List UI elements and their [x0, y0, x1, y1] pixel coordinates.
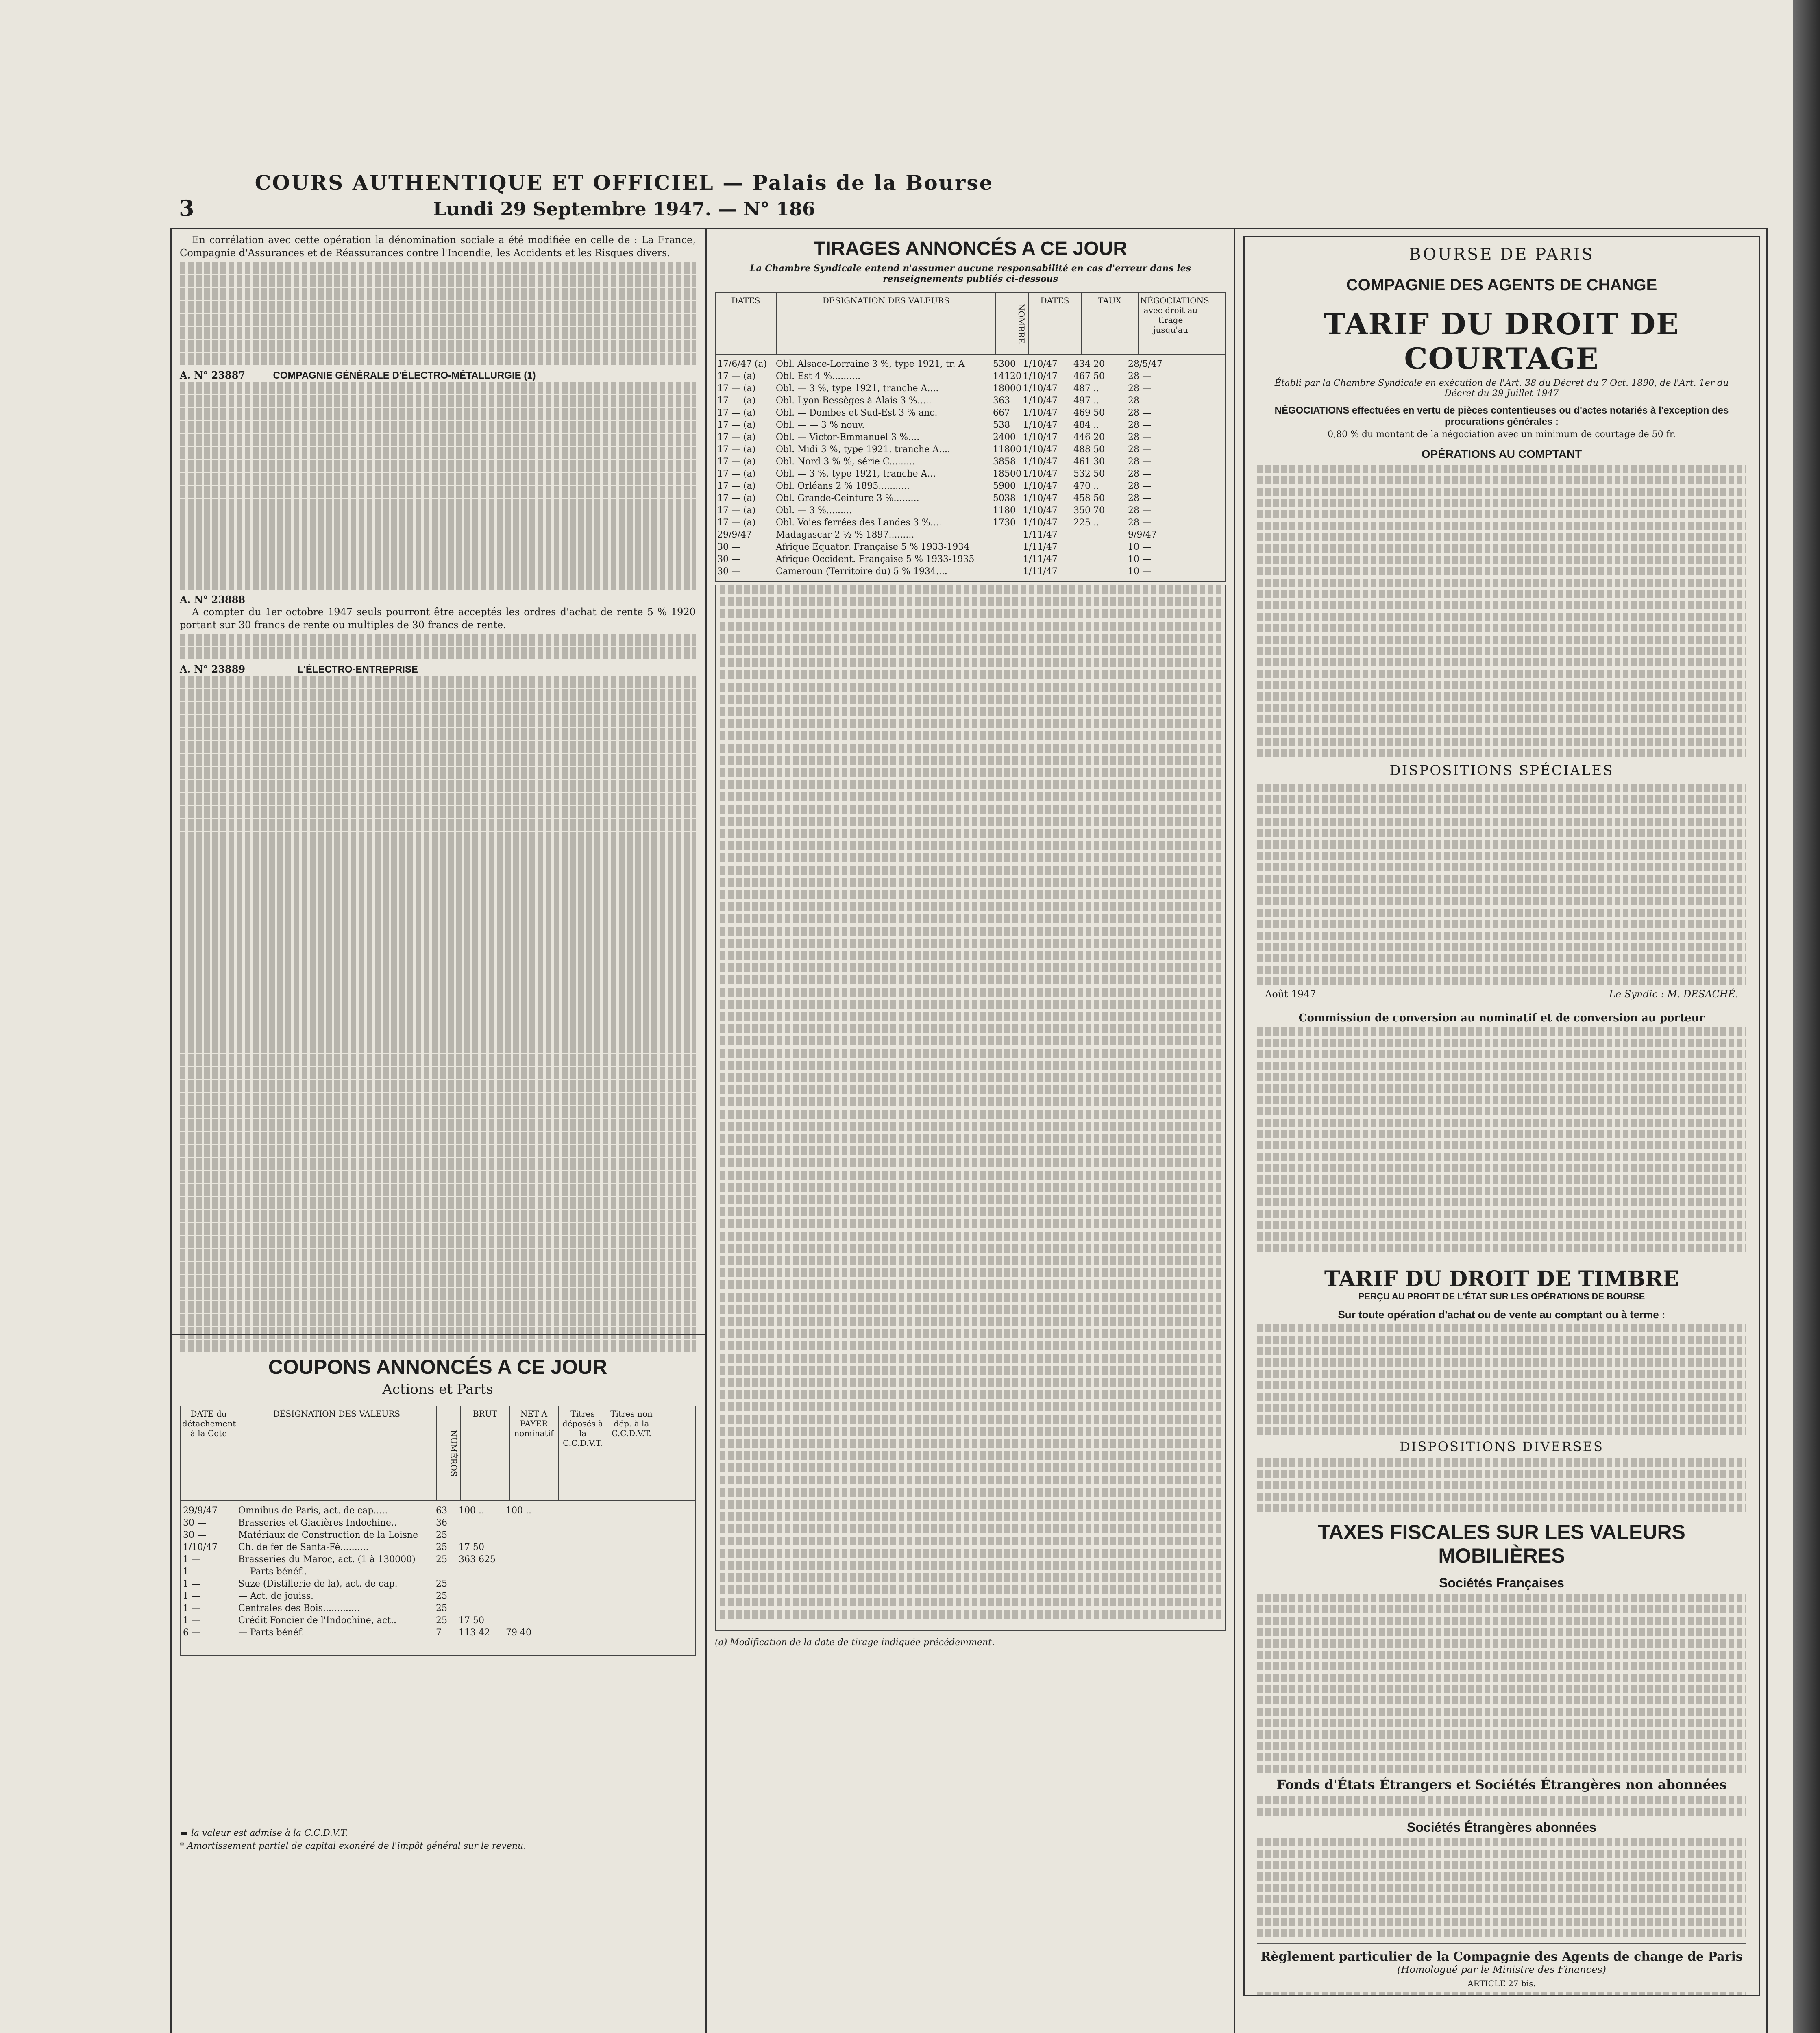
coupon-row: 1 — Centrales des Bois............. 25 [183, 1603, 447, 1613]
tirages-subtitle: La Chambre Syndicale entend n'assumer aucune responsabilité en cas d'erreur dans les renseignements publiés ci-dessous [749, 263, 1191, 284]
tirage-row: 17 — (a) Obl. — — 3 % nouv. 538 1/10/47 484 .. 28 — [717, 420, 1151, 430]
tirage-row: 29/9/47 Madagascar 2 ½ % 1897......... 1/11/47 9/9/47 [717, 530, 1157, 540]
coupon-row: 6 — — Parts bénéf. 7 113 42 79 40 [183, 1628, 531, 1638]
tirage-row: 17 — (a) Obl. — Dombes et Sud-Est 3 % anc. 667 1/10/47 469 50 28 — [717, 408, 1151, 418]
tirage-row: 30 — Cameroun (Territoire du) 5 % 1934.... 1/11/47 10 — [717, 566, 1151, 577]
negociations-title: NÉGOCIATIONS effectuées en vertu de pièces contentieuses ou d'actes notariés à l'exception des procurations générales : [1274, 405, 1729, 427]
notice-2-text: A compter du 1er octobre 1947 seuls pourront être acceptés les ordres d'achat de rente 5 % 1920 portant sur 30 francs de rente ou multiples de 30 francs de rente. [180, 606, 696, 631]
coupon-row: 1 — Crédit Foncier de l'Indochine, act.. 25 17 50 [183, 1615, 484, 1626]
coupon-row: 30 — Brasseries et Glacières Indochine.. 36 [183, 1518, 447, 1528]
tirage-row: 17 — (a) Obl. — 3 %, type 1921, tranche A... 18500 1/10/47 532 50 28 — [717, 469, 1151, 479]
tarif-title: TARIF DU DROIT DE COURTAGE [1324, 307, 1680, 376]
dispositions-title: DISPOSITIONS SPÉCIALES [1389, 762, 1614, 779]
societes-francaises: Sociétés Françaises [1439, 1576, 1564, 1590]
tarif-title-sub: Établi par la Chambre Syndicale en exécution de l'Art. 38 du Décret du 7 Oct. 1890, de l'Art. 1er du Décret du 29 Juillet 1947 [1274, 378, 1729, 398]
right-column [1235, 228, 1768, 2033]
tirage-row: 17 — (a) Obl. — 3 %, type 1921, tranche A.... 18000 1/10/47 487 .. 28 — [717, 383, 1151, 394]
tirage-row: 17 — (a) Obl. Lyon Bessèges à Alais 3 %..... 363 1/10/47 497 .. 28 — [717, 396, 1151, 406]
signature-line: Août 1947 Le Syndic : M. DESACHÉ. [1265, 988, 1738, 1000]
tirage-row: 17 — (a) Obl. — 3 %......... 1180 1/10/47 350 70 28 — [717, 505, 1151, 516]
page-header [187, 171, 1061, 220]
tirage-row: 17 — (a) Obl. Midi 3 %, type 1921, tranche A.... 11800 1/10/47 488 50 28 — [717, 444, 1151, 455]
header-title: COURS AUTHENTIQUE ET OFFICIEL — Palais de la Bourse [255, 171, 994, 195]
coupon-row: 1 — — Act. de jouiss. 25 [183, 1591, 447, 1601]
tirage-row: 17 — (a) Obl. Voies ferrées des Landes 3 %.... 1730 1/10/47 225 .. 28 — [717, 518, 1151, 528]
societes-etrangeres: Sociétés Étrangères abonnées [1407, 1820, 1596, 1835]
timbre-subtitle: PERÇU AU PROFIT DE L'ÉTAT SUR LES OPÉRATIONS DE BOURSE [1358, 1291, 1645, 1302]
tirages-table-header: DATES DÉSIGNATION DES VALEURS NOMBRE DATES TAUX NÉGOCIATIONS avec droit au tirage jusqu'au [715, 292, 1226, 355]
coupon-row: 29/9/47 Omnibus de Paris, act. de cap..... 63 100 .. 100 .. [183, 1506, 531, 1516]
header-date: Lundi 29 Septembre 1947. — N° 186 [433, 198, 815, 220]
tirage-row: 17/6/47 (a) Obl. Alsace-Lorraine 3 %, type 1921, tr. A 5300 1/10/47 434 20 28/5/47 [717, 359, 1163, 369]
tirage-row: 30 — Afrique Occident. Française 5 % 1933-1935 1/11/47 10 — [717, 554, 1151, 564]
page-number: 3 [179, 195, 194, 221]
reglement-title: Règlement particulier de la Compagnie des Agents de change de Paris [1261, 1950, 1743, 1964]
intro-paragraph: En corrélation avec cette opération la dénomination sociale a été modifiée en celle de : La France, Compagnie d'Assurances et de Réassurances contre l'Incendie, les Accidents et les Risques divers. [180, 234, 696, 259]
tirage-row: 17 — (a) Obl. — Victor-Emmanuel 3 %.... 2400 1/10/47 446 20 28 — [717, 432, 1151, 442]
tirage-row: 17 — (a) Obl. Orléans 2 % 1895........... 5900 1/10/47 470 .. 28 — [717, 481, 1151, 491]
coupons-footnotes: ▬ la valeur est admise à la C.C.D.V.T. * Amortissement partiel de capital exonéré de l'impôt général sur le revenu. [180, 1828, 527, 1851]
coupon-row: 1 — Suze (Distillerie de la), act. de cap. 25 [183, 1579, 447, 1589]
coupon-row: 1 — — Parts bénéf.. [183, 1567, 307, 1577]
timbre-text: Sur toute opération d'achat ou de vente au comptant ou à terme : [1338, 1308, 1665, 1321]
page-binding-edge [1793, 0, 1820, 2033]
coupons-title: COUPONS ANNONCÉS A CE JOUR [268, 1356, 607, 1378]
reglement-subtitle: (Homologué par le Ministre des Finances) [1397, 1964, 1607, 1975]
tirage-row: 17 — (a) Obl. Est 4 %.......... 14120 1/10/47 467 50 28 — [717, 371, 1151, 381]
coupon-row: 1/10/47 Ch. de fer de Santa-Fé.......... 25 17 50 [183, 1542, 484, 1552]
taxes-title: TAXES FISCALES SUR LES VALEURS MOBILIÈRES [1318, 1521, 1685, 1567]
coupons-table-header: DATE du détachement à la Cote DÉSIGNATION DES VALEURS NUMÉROS BRUT NET A PAYER nominatif Titres déposés à la C.C.D.V.T. Titres non dép. à la C.C.D.V.T. [180, 1406, 696, 1501]
coupons-table-body [180, 1501, 696, 1656]
notice-ref-2: A. N° 23888 [180, 594, 246, 605]
coupon-row: 1 — Brasseries du Maroc, act. (1 à 130000) 25 363 625 [183, 1554, 496, 1565]
tarif-kicker: BOURSE DE PARIS [1409, 245, 1594, 264]
negociations-text: 0,80 % du montant de la négociation avec un minimum de courtage de 50 fr. [1328, 429, 1676, 440]
tirages-table-body [715, 355, 1226, 582]
commission-title: Commission de conversion au nominatif et de conversion au porteur [1298, 1012, 1705, 1024]
fonds-title: Fonds d'États Étrangers et Sociétés Étrangères non abonnées [1276, 1777, 1727, 1792]
article-number: ARTICLE 27 bis. [1467, 1979, 1536, 1988]
tirages-footnote: (a) Modification de la date de tirage indiquée précédemment. [715, 1637, 995, 1648]
coupons-subtitle: Actions et Parts [382, 1381, 493, 1397]
comptant-title: OPÉRATIONS AU COMPTANT [1421, 448, 1582, 460]
tirage-row: 30 — Afrique Equator. Française 5 % 1933-1934 1/11/47 10 — [717, 542, 1151, 552]
coupons-section [170, 1334, 705, 1853]
coupon-row: 30 — Matériaux de Construction de la Loisne 25 [183, 1530, 447, 1540]
left-column [170, 228, 707, 2033]
tarif-box [1243, 236, 1760, 1996]
notice-ref-3: A. N° 23889 L'ÉLECTRO-ENTREPRISE [180, 663, 418, 675]
tirages-title: TIRAGES ANNONCÉS A CE JOUR [814, 238, 1127, 259]
tarif-company: COMPAGNIE DES AGENTS DE CHANGE [1346, 276, 1657, 294]
tirage-row: 17 — (a) Obl. Nord 3 % %, série C......... 3858 1/10/47 461 30 28 — [717, 457, 1151, 467]
tirage-row: 17 — (a) Obl. Grande-Ceinture 3 %......... 5038 1/10/47 458 50 28 — [717, 493, 1151, 503]
notice-ref-1: A. N° 23887 COMPAGNIE GÉNÉRALE D'ÉLECTRO-MÉTALLURGIE (1) [180, 369, 536, 381]
middle-column [707, 228, 1235, 2033]
divers-title: DISPOSITIONS DIVERSES [1400, 1439, 1604, 1454]
timbre-title: TARIF DU DROIT DE TIMBRE [1324, 1267, 1679, 1291]
